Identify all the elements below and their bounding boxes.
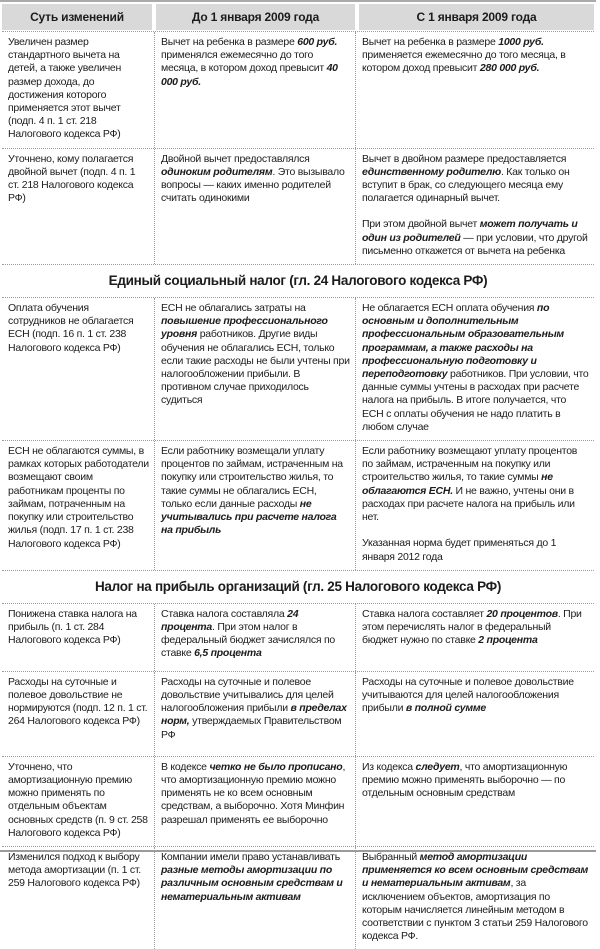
change-summary-cell: Уточнено, кому полагается двойной вычет (подп. 4 п. 1 ст. 218 Налогового кодекса РФ) <box>8 152 136 205</box>
column-header-change: Суть изменений <box>2 4 152 30</box>
before-2009-cell: В кодексе четко не было прописано, что амортизационную премию можно применять не ко всем основным средствам, а выборочно. Хотя Минфин разрешал применять ее выборочно <box>154 757 355 846</box>
after-2009-cell: Расходы на суточные и полевое довольствие учитываются для целей налогообложения прибыли в полной сумме <box>355 672 594 756</box>
before-2009-cell: Ставка налога составляла 24 процента. При этом налог в федеральный бюджет зачислялся по ставке 6,5 процента <box>154 604 355 671</box>
after-2009-cell: Выбранный метод амортизации применяется ко всем основным средствам и нематериальным активам, за исключением объектов, амортизация по которым начисляется линейным методом в соответствии с пунктом 3 статьи 259 Налогового кодекса РФ. <box>355 847 594 949</box>
change-summary-cell: ЕСН не облагаются суммы, в рамках которых работодатели возмещают своим работникам проценты по займам, потраченным на покупку или строительство жилья (подп. 17 п. 1 ст. 238 Налогового кодекса РФ) <box>8 445 149 550</box>
change-summary-cell: Уточнено, что амортизационную премию можно применять по отдельным объектам основных средств (п. 9 ст. 258 Налогового кодекса РФ) <box>8 760 148 839</box>
column-header-after-2009: С 1 января 2009 года <box>359 4 594 30</box>
after-2009-cell: Ставка налога составляет 20 процентов. При этом перечислять налог в федеральный бюджет нужно по ставке 2 процента <box>355 604 594 671</box>
after-2009-cell: Если работнику возмещают уплату процентов по займам, истраченным на покупку или строительство жилья, то такие суммы не облагаются ЕСН. И не важно, учтены они в расходах при расчете налога на прибыль или нет. Указанная норма будет применяться до 1 января 2012 года <box>355 441 594 570</box>
before-2009-cell: Если работнику возмещали уплату процентов по займам, истраченным на покупку или строительство жилья, то такие суммы не облагались ЕСН, только если данные расходы не учитывались при расчете налога на прибыль <box>154 441 355 570</box>
before-2009-cell: Расходы на суточные и полевое довольствие учитывались для целей налогообложения прибыли в пределах норм, утверждаемых Правительством РФ <box>154 672 355 756</box>
section-title: Единый социальный налог (гл. 24 Налогового кодекса РФ) <box>2 264 594 297</box>
after-2009-cell: Из кодекса следует, что амортизационную премию можно применять выборочно — по отдельным основным средствам <box>355 757 594 846</box>
table-body <box>2 31 594 949</box>
change-summary-cell: Оплата обучения сотрудников не облагается ЕСН (подп. 16 п. 1 ст. 238 Налогового кодекса РФ) <box>8 302 134 354</box>
section-title: Налог на прибыль организаций (гл. 25 Налогового кодекса РФ) <box>2 570 594 603</box>
table-row <box>2 671 594 756</box>
after-2009-cell: Вычет в двойном размере предоставляется единственному родителю. Как только он вступит в брак, со следующего месяца ему полагается одинарный вычет. При этом двойной вычет может получать и один из родителей — при условии, что другой письменно откажется от вычета на ребенка <box>355 149 594 264</box>
table-row <box>2 756 594 846</box>
column-header-before-2009: До 1 января 2009 года <box>156 4 355 30</box>
change-summary-cell: Увеличен размер стандартного вычета на детей, а также увеличен размер дохода, до достижения которого применяется этот вычет (подп. 4 п. 1 ст. 218 Налогового кодекса РФ) <box>8 36 122 141</box>
table-row <box>2 297 594 440</box>
before-2009-cell: Компании имели право устанавливать разные методы амортизации по различным основным средствам и нематериальным активам <box>154 847 355 949</box>
table-row <box>2 148 594 264</box>
table-row <box>2 846 594 949</box>
table-row <box>2 440 594 570</box>
table-row <box>2 603 594 671</box>
before-2009-cell: Вычет на ребенка в размере 600 руб. применялся ежемесячно до того месяца, в котором доход превысит 40 000 руб. <box>154 32 355 148</box>
before-2009-cell: Двойной вычет предоставлялся одиноким родителям. Это вызывало вопросы — каких именно родителей считать одинокими <box>154 149 355 264</box>
table-row <box>2 32 594 148</box>
change-summary-cell: Изменился подход к выбору метода амортизации (п. 1 ст. 259 Налогового кодекса РФ) <box>8 850 141 890</box>
change-summary-cell: Расходы на суточные и полевое довольствие не нормируются (подп. 12 п. 1 ст. 264 Налогового кодекса РФ) <box>8 675 148 728</box>
after-2009-cell: Не облагается ЕСН оплата обучения по основным и дополнительным профессиональным образовательным программам, а также расходы на профессиональную подготовку и переподготовку работников. При условии, что данные суммы учтены в расходах при расчете налога на прибыль. В итоге получается, что ЕСН с оплаты обучения не надо платить в любом случае <box>355 298 594 440</box>
after-2009-cell: Вычет на ребенка в размере 1000 руб. применяется ежемесячно до того месяца, в котором доход превысит 280 000 руб. <box>355 32 594 148</box>
before-2009-cell: ЕСН не облагались затраты на повышение профессионального уровня работников. Другие виды обучения не облагались ЕСН, только если такие расходы не были учтены при налогообложении прибыли. В противном случае приходилось судиться <box>154 298 355 440</box>
change-summary-cell: Понижена ставка налога на прибыль (п. 1 ст. 284 Налогового кодекса РФ) <box>8 607 137 647</box>
table-header-row <box>2 4 594 30</box>
